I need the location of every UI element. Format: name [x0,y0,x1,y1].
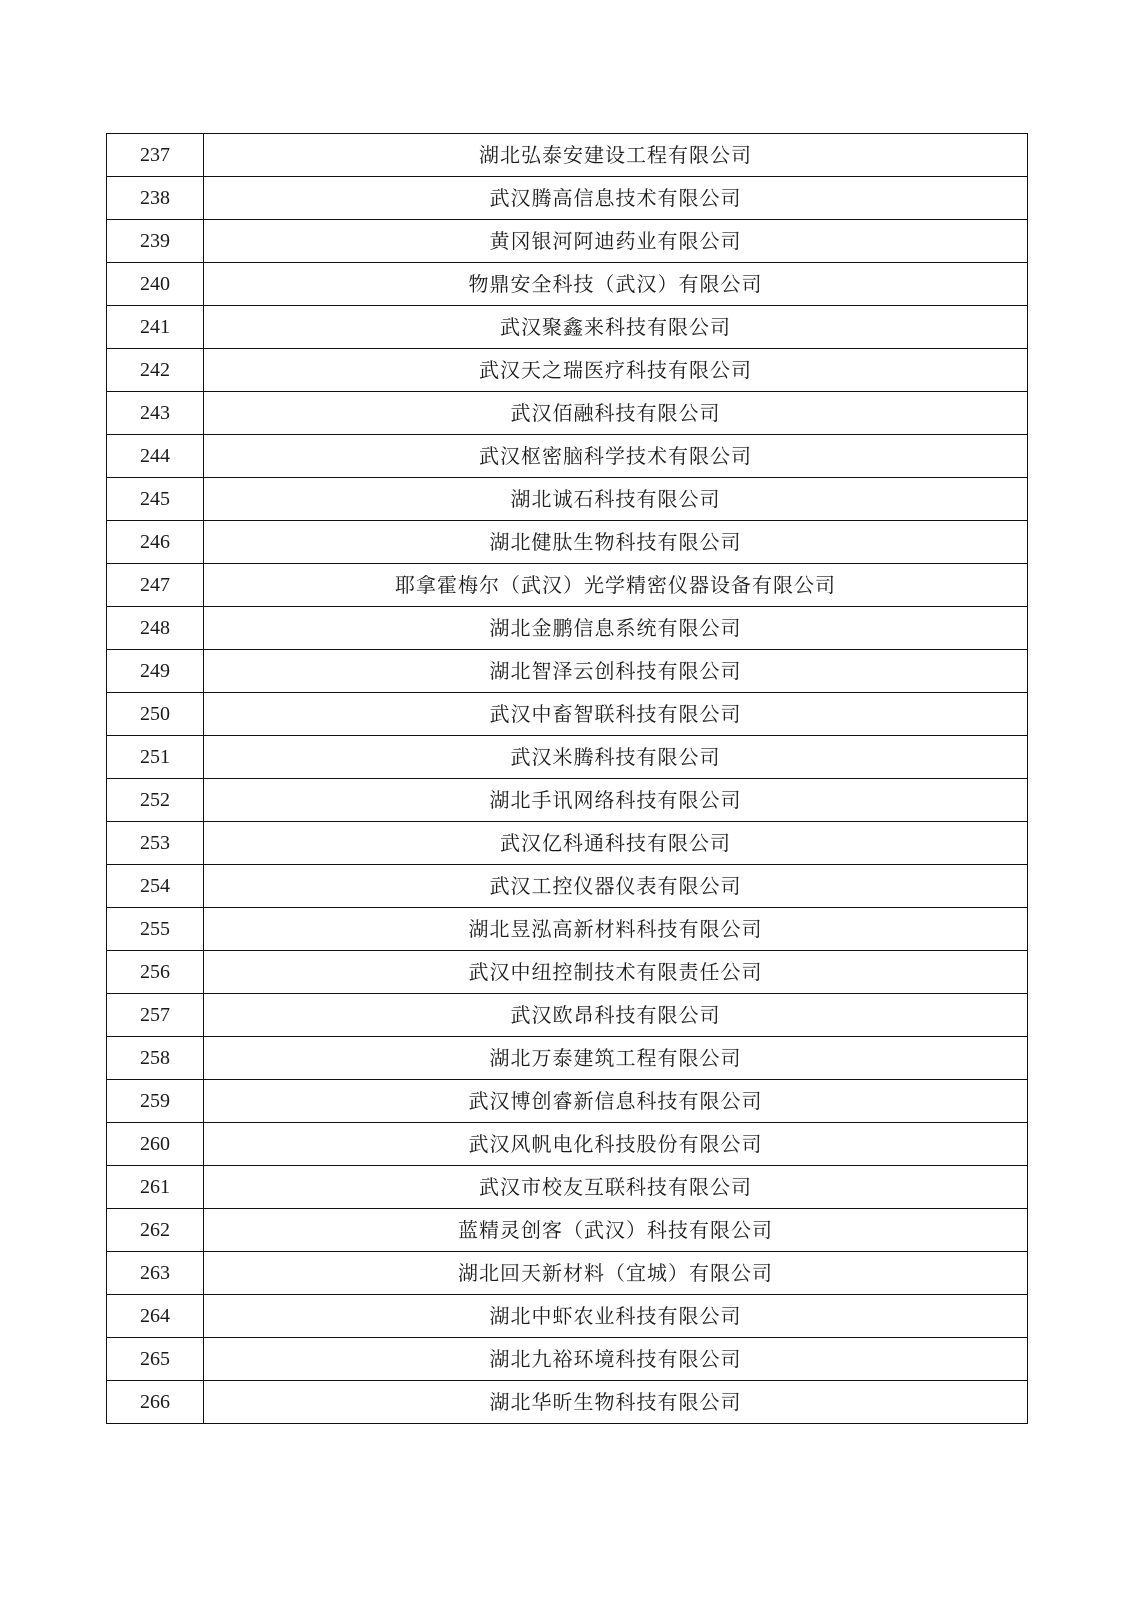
company-name-cell: 湖北诚石科技有限公司 [204,478,1028,521]
table-row [107,1252,1028,1295]
row-number-cell: 239 [107,220,204,263]
company-name-cell: 武汉枢密脑科学技术有限公司 [204,435,1028,478]
table-row [107,908,1028,951]
table-row [107,521,1028,564]
row-number-cell: 238 [107,177,204,220]
row-number-cell: 243 [107,392,204,435]
company-name-cell: 湖北万泰建筑工程有限公司 [204,1037,1028,1080]
table-row [107,1381,1028,1424]
table-row [107,349,1028,392]
row-number-cell: 248 [107,607,204,650]
company-name-cell: 耶拿霍梅尔（武汉）光学精密仪器设备有限公司 [204,564,1028,607]
table-row [107,607,1028,650]
company-name-cell: 武汉博创睿新信息科技有限公司 [204,1080,1028,1123]
table-row [107,134,1028,177]
table-row [107,650,1028,693]
table-row [107,177,1028,220]
row-number-cell: 255 [107,908,204,951]
company-list-table [106,133,1028,1424]
table-row [107,1166,1028,1209]
row-number-cell: 242 [107,349,204,392]
row-number-cell: 256 [107,951,204,994]
company-name-cell: 武汉米腾科技有限公司 [204,736,1028,779]
company-name-cell: 武汉工控仪器仪表有限公司 [204,865,1028,908]
table-row [107,951,1028,994]
company-name-cell: 武汉腾高信息技术有限公司 [204,177,1028,220]
table-row [107,736,1028,779]
row-number-cell: 252 [107,779,204,822]
company-name-cell: 黄冈银河阿迪药业有限公司 [204,220,1028,263]
table-row [107,994,1028,1037]
row-number-cell: 251 [107,736,204,779]
company-name-cell: 武汉聚鑫来科技有限公司 [204,306,1028,349]
row-number-cell: 245 [107,478,204,521]
company-name-cell: 武汉佰融科技有限公司 [204,392,1028,435]
row-number-cell: 254 [107,865,204,908]
table-row [107,392,1028,435]
company-name-cell: 蓝精灵创客（武汉）科技有限公司 [204,1209,1028,1252]
company-name-cell: 湖北昱泓高新材料科技有限公司 [204,908,1028,951]
table-row [107,435,1028,478]
table-row [107,1037,1028,1080]
company-name-cell: 武汉中畜智联科技有限公司 [204,693,1028,736]
company-name-cell: 武汉欧昂科技有限公司 [204,994,1028,1037]
row-number-cell: 244 [107,435,204,478]
table-row [107,693,1028,736]
row-number-cell: 247 [107,564,204,607]
company-name-cell: 武汉市校友互联科技有限公司 [204,1166,1028,1209]
company-name-cell: 湖北九裕环境科技有限公司 [204,1338,1028,1381]
row-number-cell: 265 [107,1338,204,1381]
table-row [107,263,1028,306]
row-number-cell: 263 [107,1252,204,1295]
table-row [107,865,1028,908]
table-row [107,478,1028,521]
row-number-cell: 237 [107,134,204,177]
company-name-cell: 武汉中纽控制技术有限责任公司 [204,951,1028,994]
company-name-cell: 湖北健肽生物科技有限公司 [204,521,1028,564]
row-number-cell: 258 [107,1037,204,1080]
row-number-cell: 241 [107,306,204,349]
company-name-cell: 湖北中虾农业科技有限公司 [204,1295,1028,1338]
table-row [107,220,1028,263]
row-number-cell: 264 [107,1295,204,1338]
company-name-cell: 湖北回天新材料（宜城）有限公司 [204,1252,1028,1295]
company-name-cell: 湖北华昕生物科技有限公司 [204,1381,1028,1424]
company-name-cell: 湖北金鹏信息系统有限公司 [204,607,1028,650]
table-body [107,134,1028,1424]
company-name-cell: 湖北弘泰安建设工程有限公司 [204,134,1028,177]
table-row [107,306,1028,349]
row-number-cell: 246 [107,521,204,564]
table-row [107,1295,1028,1338]
company-name-cell: 湖北智泽云创科技有限公司 [204,650,1028,693]
table-row [107,564,1028,607]
table-row [107,1080,1028,1123]
table-row [107,1209,1028,1252]
row-number-cell: 259 [107,1080,204,1123]
row-number-cell: 262 [107,1209,204,1252]
company-name-cell: 湖北手讯网络科技有限公司 [204,779,1028,822]
row-number-cell: 266 [107,1381,204,1424]
company-name-cell: 武汉亿科通科技有限公司 [204,822,1028,865]
row-number-cell: 261 [107,1166,204,1209]
company-name-cell: 武汉天之瑞医疗科技有限公司 [204,349,1028,392]
row-number-cell: 260 [107,1123,204,1166]
row-number-cell: 257 [107,994,204,1037]
row-number-cell: 240 [107,263,204,306]
table-row [107,822,1028,865]
company-name-cell: 武汉风帆电化科技股份有限公司 [204,1123,1028,1166]
company-name-cell: 物鼎安全科技（武汉）有限公司 [204,263,1028,306]
row-number-cell: 249 [107,650,204,693]
table-row [107,779,1028,822]
table-row [107,1338,1028,1381]
row-number-cell: 253 [107,822,204,865]
row-number-cell: 250 [107,693,204,736]
table-row [107,1123,1028,1166]
